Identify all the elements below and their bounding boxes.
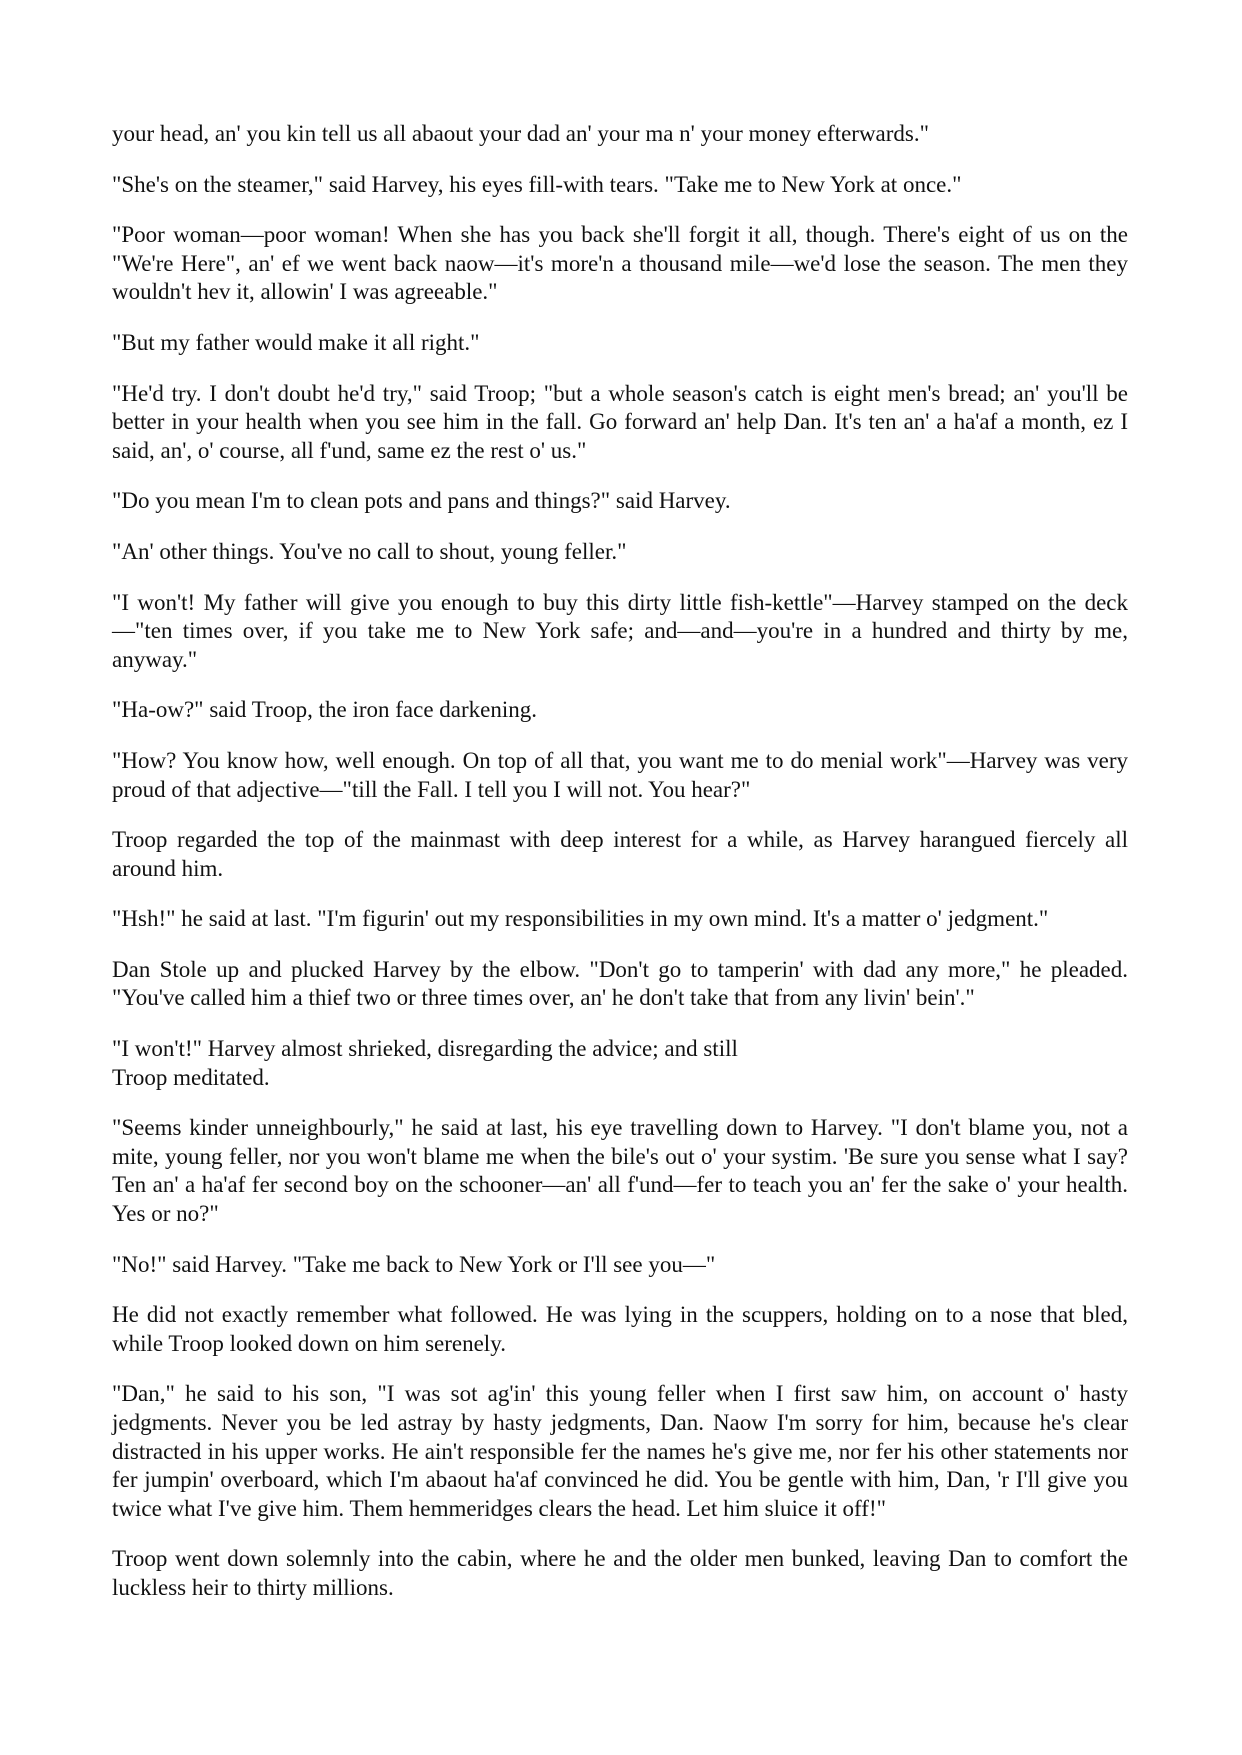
paragraph: "An' other things. You've no call to shout, young feller." [112, 538, 627, 564]
book-page [112, 120, 1128, 1625]
paragraph: your head, an' you kin tell us all abaout your dad an' your ma n' your money efterwards." [112, 121, 930, 146]
paragraph: He did not exactly remember what followed. He was lying in the scuppers, holding on to a nose that bled, while Troop looked down on him serenely. [112, 1302, 1128, 1356]
paragraph: "Dan," he said to his son, "I was sot ag'in' this young feller when I first saw him, on account o' hasty jedgments. Never you be led astray by hasty jedgments, Dan. Naow I'm sorry for him, because he's clear distracted in his upper works. He ain't responsible fer the names he's give me, nor fer his other statements nor fer jumpin' overboard, which I'm abaout ha'af convinced he did. You be gentle with him, Dan, 'r I'll give you twice what I've give him. Them hemmeridges clears the head. Let him sluice it off!" [112, 1381, 1128, 1521]
paragraph: "Hsh!" he said at last. "I'm figurin' out my responsibilities in my own mind. It's a matter o' jedgment." [112, 906, 1049, 932]
paragraph: Dan Stole up and plucked Harvey by the elbow. "Don't go to tamperin' with dad any more," he pleaded. "You've called him a thief two or three times over, an' he don't take that from any livin' bein'." [112, 956, 1128, 1011]
paragraph: "I won't! My father will give you enough to buy this dirty little fish-kettle"—Harvey stamped on the deck—"ten times over, if you take me to New York safe; and—and—you're in a hundred and thirty by me, anyway." [112, 589, 1128, 672]
paragraph: "He'd try. I don't doubt he'd try," said Troop; "but a whole season's catch is eight men's bread; an' you'll be better in your health when you see him in the fall. Go forward an' help Dan. It's ten an' a ha'af a month, ez I said, an', o' course, all f'und, same ez the rest o' us." [112, 380, 1128, 463]
paragraph: "Seems kinder unneighbourly," he said at last, his eye travelling down to Harvey. "I don't blame you, not a mite, young feller, nor you won't blame me when the bile's out o' your systim. 'Be sure you sense what I say? Ten an' a ha'af fer second boy on the schooner—an' all f'und—fer to teach you an' fer the sake o' your health. Yes or no?" [112, 1115, 1128, 1227]
split-paragraph [112, 1035, 1128, 1092]
split-paragraph-line: "I won't!" Harvey almost shrieked, disregarding the advice; and still [112, 1036, 738, 1062]
paragraph: "But my father would make it all right." [112, 329, 480, 355]
paragraph: "No!" said Harvey. "Take me back to New York or I'll see you—" [112, 1251, 716, 1277]
paragraph: "How? You know how, well enough. On top of all that, you want me to do menial work"—Harvey was very proud of that adjective—"till the Fall. I tell you I will not. You hear?" [112, 747, 1128, 802]
paragraph: "Poor woman—poor woman! When she has you back she'll forgit it all, though. There's eight of us on the "We're Here", an' ef we went back naow—it's more'n a thousand mile—we'd lose the season. The men they wouldn't hev it, allowin' I was agreeable." [112, 222, 1128, 305]
paragraph: "Ha-ow?" said Troop, the iron face darkening. [112, 697, 538, 723]
paragraph: "Do you mean I'm to clean pots and pans and things?" said Harvey. [112, 488, 731, 514]
paragraph: "She's on the steamer," said Harvey, his eyes fill-with tears. "Take me to New York at once." [112, 171, 962, 197]
paragraph: Troop went down solemnly into the cabin, where he and the older men bunked, leaving Dan to comfort the luckless heir to thirty millions. [112, 1546, 1128, 1600]
paragraph: Troop regarded the top of the mainmast with deep interest for a while, as Harvey harangued fiercely all around him. [112, 827, 1128, 881]
split-paragraph-line: Troop meditated. [112, 1064, 270, 1090]
